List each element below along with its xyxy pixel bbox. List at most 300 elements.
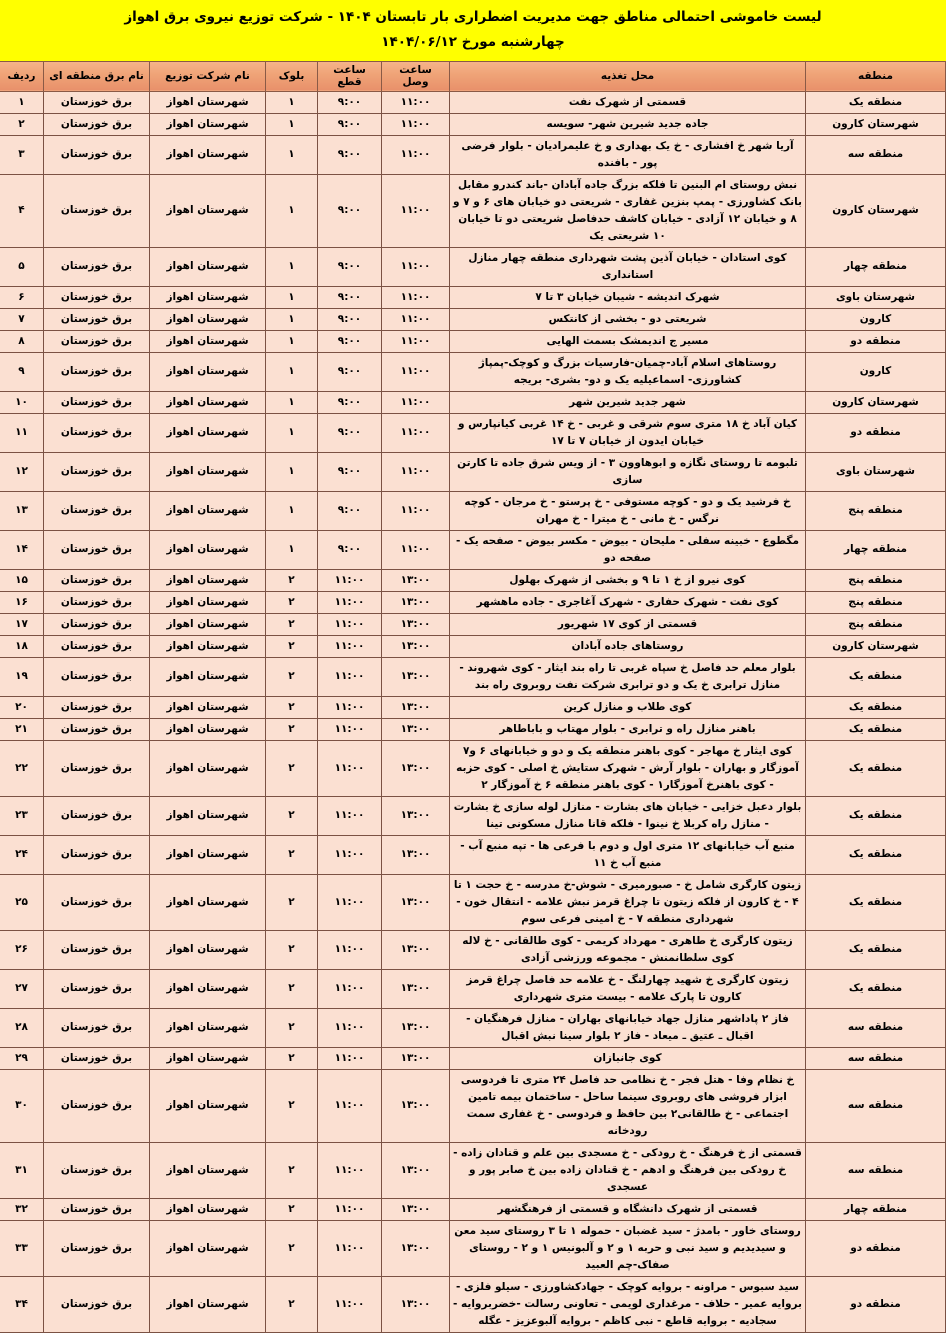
- cell-regional-company: برق خوزستان: [44, 613, 150, 635]
- cell-regional-company: برق خوزستان: [44, 1008, 150, 1047]
- cell-on-time: ۱۳:۰۰: [382, 569, 450, 591]
- cell-on-time: ۱۱:۰۰: [382, 247, 450, 286]
- cell-off-time: ۱۱:۰۰: [318, 613, 382, 635]
- cell-on-time: ۱۳:۰۰: [382, 635, 450, 657]
- table-row: [0, 530, 946, 569]
- table-row: [0, 1276, 946, 1332]
- cell-distribution-company: شهرستان اهواز: [150, 635, 266, 657]
- cell-distribution-company: شهرستان اهواز: [150, 135, 266, 174]
- cell-row-number: ۲۵: [0, 874, 44, 930]
- cell-block: ۱: [266, 330, 318, 352]
- cell-regional-company: برق خوزستان: [44, 1047, 150, 1069]
- cell-regional-company: برق خوزستان: [44, 413, 150, 452]
- cell-off-time: ۱۱:۰۰: [318, 569, 382, 591]
- table-row: [0, 613, 946, 635]
- cell-on-time: ۱۳:۰۰: [382, 1047, 450, 1069]
- cell-off-time: ۱۱:۰۰: [318, 1069, 382, 1142]
- cell-on-time: ۱۳:۰۰: [382, 874, 450, 930]
- cell-feed-location: کوی نفت - شهرک حفاری - شهرک آغاجری - جاده ماهشهر: [450, 591, 806, 613]
- cell-row-number: ۱۲: [0, 452, 44, 491]
- cell-regional-company: برق خوزستان: [44, 796, 150, 835]
- cell-distribution-company: شهرستان اهواز: [150, 113, 266, 135]
- cell-block: ۲: [266, 696, 318, 718]
- cell-off-time: ۹:۰۰: [318, 352, 382, 391]
- cell-on-time: ۱۱:۰۰: [382, 491, 450, 530]
- cell-regional-company: برق خوزستان: [44, 1198, 150, 1220]
- table-row: [0, 635, 946, 657]
- cell-row-number: ۱۹: [0, 657, 44, 696]
- table-row: [0, 835, 946, 874]
- cell-regional-company: برق خوزستان: [44, 835, 150, 874]
- cell-off-time: ۱۱:۰۰: [318, 657, 382, 696]
- cell-block: ۱: [266, 308, 318, 330]
- cell-block: ۲: [266, 613, 318, 635]
- table-row: [0, 491, 946, 530]
- cell-distribution-company: شهرستان اهواز: [150, 591, 266, 613]
- cell-on-time: ۱۱:۰۰: [382, 452, 450, 491]
- cell-block: ۲: [266, 1047, 318, 1069]
- cell-row-number: ۳۱: [0, 1142, 44, 1198]
- cell-block: ۱: [266, 91, 318, 113]
- cell-block: ۱: [266, 530, 318, 569]
- cell-off-time: ۹:۰۰: [318, 452, 382, 491]
- cell-regional-company: برق خوزستان: [44, 657, 150, 696]
- cell-regional-company: برق خوزستان: [44, 930, 150, 969]
- cell-row-number: ۱۴: [0, 530, 44, 569]
- cell-distribution-company: شهرستان اهواز: [150, 613, 266, 635]
- cell-on-time: ۱۳:۰۰: [382, 930, 450, 969]
- table-row: [0, 247, 946, 286]
- cell-feed-location: شهرک اندیشه - شیبان خیابان ۳ تا ۷: [450, 286, 806, 308]
- cell-off-time: ۹:۰۰: [318, 391, 382, 413]
- cell-row-number: ۳۳: [0, 1220, 44, 1276]
- cell-regional-company: برق خوزستان: [44, 1142, 150, 1198]
- cell-on-time: ۱۱:۰۰: [382, 286, 450, 308]
- cell-off-time: ۹:۰۰: [318, 330, 382, 352]
- cell-distribution-company: شهرستان اهواز: [150, 491, 266, 530]
- cell-distribution-company: شهرستان اهواز: [150, 740, 266, 796]
- table-row: [0, 174, 946, 247]
- cell-feed-location: نبش روستای ام البنین تا فلکه بزرگ جاده آبادان -باند کندرو مقابل بانک کشاورزی - پمپ بنزین غفاری - شریعتی دو خیابان های ۶ و ۷ و ۸ و خیابان ۱۲ آزادی - خیابان کاشف حدفاصل شریعتی دو تا خیابان ۱۰ شریعتی یک: [450, 174, 806, 247]
- cell-on-time: ۱۳:۰۰: [382, 696, 450, 718]
- cell-row-number: ۲۲: [0, 740, 44, 796]
- cell-feed-location: قسمتی از خ فرهنگ - خ رودکی - خ مسجدی بین علم و قنادان زاده - خ رودکی بین فرهنگ و ادهم - خ قنادان زاده بین خ صابر پور و عسجدی: [450, 1142, 806, 1198]
- cell-off-time: ۹:۰۰: [318, 308, 382, 330]
- cell-feed-location: منبع آب خیابانهای ۱۲ متری اول و دوم با فرعی ها - تپه منبع آب - منبع آب خ ۱۱: [450, 835, 806, 874]
- cell-zone: منطقه سه: [806, 1142, 946, 1198]
- cell-on-time: ۱۱:۰۰: [382, 113, 450, 135]
- cell-row-number: ۴: [0, 174, 44, 247]
- table-row: [0, 1198, 946, 1220]
- cell-row-number: ۳: [0, 135, 44, 174]
- cell-off-time: ۱۱:۰۰: [318, 1008, 382, 1047]
- cell-regional-company: برق خوزستان: [44, 352, 150, 391]
- cell-feed-location: کوی ایثار خ مهاجر - کوی باهنر منطقه یک و دو و خیابانهای ۶ و۷ آموزگار و بهاران - بلوار آرش - شهرک ستایش خ اصلی - کوی حزبه - کوی باهنرخ آموزگار۱ - کوی باهنر منطقه ۶ خ آموزگار ۲: [450, 740, 806, 796]
- cell-on-time: ۱۱:۰۰: [382, 308, 450, 330]
- cell-feed-location: روستاهای اسلام آباد-چمیان-فارسیات بزرگ و کوچک-پمپاژ کشاورزی- اسماعیلیه یک و دو- بشری- بریجه: [450, 352, 806, 391]
- cell-block: ۲: [266, 1276, 318, 1332]
- cell-zone: منطقه یک: [806, 796, 946, 835]
- cell-distribution-company: شهرستان اهواز: [150, 330, 266, 352]
- cell-distribution-company: شهرستان اهواز: [150, 247, 266, 286]
- cell-off-time: ۱۱:۰۰: [318, 930, 382, 969]
- table-row: [0, 113, 946, 135]
- cell-distribution-company: شهرستان اهواز: [150, 413, 266, 452]
- cell-feed-location: زیتون کارگری خ شهید چهارلنگ - خ علامه حد فاصل چراغ قرمز کارون تا پارک علامه - بیست متری شهرداری: [450, 969, 806, 1008]
- table-row: [0, 874, 946, 930]
- cell-row-number: ۱۳: [0, 491, 44, 530]
- cell-feed-location: بلوار معلم حد فاصل خ سپاه غربی تا راه بند ایثار - کوی شهروند - منازل ترابری خ یک و دو ترابری شرکت نفت روبروی راه بند: [450, 657, 806, 696]
- cell-on-time: ۱۳:۰۰: [382, 1142, 450, 1198]
- cell-block: ۲: [266, 835, 318, 874]
- table-row: [0, 135, 946, 174]
- cell-zone: منطقه دو: [806, 1276, 946, 1332]
- cell-feed-location: قسمتی از کوی ۱۷ شهریور: [450, 613, 806, 635]
- cell-block: ۲: [266, 1069, 318, 1142]
- cell-distribution-company: شهرستان اهواز: [150, 452, 266, 491]
- cell-off-time: ۱۱:۰۰: [318, 969, 382, 1008]
- cell-row-number: ۲۷: [0, 969, 44, 1008]
- cell-row-number: ۱۰: [0, 391, 44, 413]
- column-header-block: بلوک: [266, 61, 318, 91]
- cell-feed-location: زیتون کارگری شامل خ - صبورمیری - شوش-خ مدرسه - خ حجت ۱ تا ۴ - خ کارون از فلکه زیتون تا چراغ قرمز نبش علامه - انتقال خون - شهرداری منطقه ۷ - خ امینی فرعی سوم: [450, 874, 806, 930]
- table-row: [0, 452, 946, 491]
- cell-row-number: ۸: [0, 330, 44, 352]
- cell-zone: منطقه یک: [806, 718, 946, 740]
- cell-block: ۱: [266, 352, 318, 391]
- cell-off-time: ۱۱:۰۰: [318, 718, 382, 740]
- cell-zone: منطقه سه: [806, 135, 946, 174]
- table-row: [0, 696, 946, 718]
- cell-on-time: ۱۱:۰۰: [382, 330, 450, 352]
- cell-on-time: ۱۳:۰۰: [382, 613, 450, 635]
- cell-regional-company: برق خوزستان: [44, 635, 150, 657]
- cell-distribution-company: شهرستان اهواز: [150, 696, 266, 718]
- cell-on-time: ۱۳:۰۰: [382, 969, 450, 1008]
- cell-zone: شهرستان باوی: [806, 452, 946, 491]
- cell-zone: منطقه پنج: [806, 613, 946, 635]
- cell-regional-company: برق خوزستان: [44, 591, 150, 613]
- cell-zone: منطقه دو: [806, 413, 946, 452]
- table-row: [0, 569, 946, 591]
- table-row: [0, 413, 946, 452]
- cell-distribution-company: شهرستان اهواز: [150, 1220, 266, 1276]
- cell-distribution-company: شهرستان اهواز: [150, 1047, 266, 1069]
- cell-off-time: ۱۱:۰۰: [318, 1220, 382, 1276]
- cell-regional-company: برق خوزستان: [44, 718, 150, 740]
- cell-distribution-company: شهرستان اهواز: [150, 718, 266, 740]
- cell-regional-company: برق خوزستان: [44, 1220, 150, 1276]
- cell-block: ۲: [266, 657, 318, 696]
- cell-row-number: ۲۱: [0, 718, 44, 740]
- cell-block: ۱: [266, 391, 318, 413]
- cell-row-number: ۱۱: [0, 413, 44, 452]
- cell-off-time: ۱۱:۰۰: [318, 796, 382, 835]
- cell-block: ۲: [266, 718, 318, 740]
- table-row: [0, 330, 946, 352]
- cell-on-time: ۱۳:۰۰: [382, 835, 450, 874]
- cell-feed-location: مسیر ج اندیمشک بسمت الهایی: [450, 330, 806, 352]
- cell-off-time: ۱۱:۰۰: [318, 696, 382, 718]
- cell-on-time: ۱۱:۰۰: [382, 174, 450, 247]
- cell-zone: منطقه چهار: [806, 530, 946, 569]
- cell-on-time: ۱۳:۰۰: [382, 591, 450, 613]
- cell-regional-company: برق خوزستان: [44, 874, 150, 930]
- cell-regional-company: برق خوزستان: [44, 740, 150, 796]
- cell-regional-company: برق خوزستان: [44, 1276, 150, 1332]
- cell-row-number: ۲۶: [0, 930, 44, 969]
- table-row: [0, 1069, 946, 1142]
- cell-off-time: ۹:۰۰: [318, 413, 382, 452]
- cell-feed-location: مگطوع - خبینه سفلی - ملیحان - بیوض - مکسر بیوض - صفحه یک - صفحه دو: [450, 530, 806, 569]
- cell-zone: منطقه یک: [806, 91, 946, 113]
- cell-off-time: ۱۱:۰۰: [318, 1142, 382, 1198]
- cell-zone: منطقه یک: [806, 969, 946, 1008]
- cell-block: ۱: [266, 113, 318, 135]
- cell-row-number: ۱: [0, 91, 44, 113]
- cell-block: ۱: [266, 452, 318, 491]
- cell-regional-company: برق خوزستان: [44, 135, 150, 174]
- table-row: [0, 591, 946, 613]
- cell-zone: منطقه پنج: [806, 491, 946, 530]
- cell-zone: منطقه سه: [806, 1008, 946, 1047]
- cell-row-number: ۲۹: [0, 1047, 44, 1069]
- cell-regional-company: برق خوزستان: [44, 491, 150, 530]
- cell-block: ۲: [266, 796, 318, 835]
- cell-off-time: ۱۱:۰۰: [318, 835, 382, 874]
- cell-on-time: ۱۱:۰۰: [382, 530, 450, 569]
- cell-regional-company: برق خوزستان: [44, 1069, 150, 1142]
- table-row: [0, 352, 946, 391]
- cell-regional-company: برق خوزستان: [44, 286, 150, 308]
- cell-row-number: ۱۷: [0, 613, 44, 635]
- cell-zone: کارون: [806, 308, 946, 330]
- cell-regional-company: برق خوزستان: [44, 452, 150, 491]
- cell-feed-location: کیان آباد خ ۱۸ متری سوم شرقی و غربی - خ ۱۴ غربی کیانپارس و خیابان ایدون از خیابان ۷ تا ۱۷: [450, 413, 806, 452]
- table-row: [0, 796, 946, 835]
- cell-on-time: ۱۱:۰۰: [382, 91, 450, 113]
- cell-zone: منطقه یک: [806, 696, 946, 718]
- cell-block: ۱: [266, 174, 318, 247]
- cell-off-time: ۱۱:۰۰: [318, 1198, 382, 1220]
- column-header-row-number: ردیف: [0, 61, 44, 91]
- cell-on-time: ۱۳:۰۰: [382, 1276, 450, 1332]
- cell-on-time: ۱۳:۰۰: [382, 740, 450, 796]
- cell-distribution-company: شهرستان اهواز: [150, 308, 266, 330]
- cell-block: ۲: [266, 1142, 318, 1198]
- cell-row-number: ۵: [0, 247, 44, 286]
- cell-regional-company: برق خوزستان: [44, 569, 150, 591]
- cell-block: ۲: [266, 969, 318, 1008]
- cell-row-number: ۳۴: [0, 1276, 44, 1332]
- cell-off-time: ۹:۰۰: [318, 247, 382, 286]
- cell-zone: منطقه دو: [806, 1220, 946, 1276]
- cell-regional-company: برق خوزستان: [44, 174, 150, 247]
- cell-off-time: ۱۱:۰۰: [318, 1276, 382, 1332]
- cell-zone: منطقه یک: [806, 835, 946, 874]
- cell-zone: منطقه چهار: [806, 247, 946, 286]
- cell-on-time: ۱۱:۰۰: [382, 352, 450, 391]
- cell-feed-location: کوی طلاب و منازل کرین: [450, 696, 806, 718]
- cell-distribution-company: شهرستان اهواز: [150, 352, 266, 391]
- cell-block: ۱: [266, 413, 318, 452]
- cell-off-time: ۹:۰۰: [318, 174, 382, 247]
- title-banner: [0, 0, 946, 61]
- cell-zone: منطقه سه: [806, 1047, 946, 1069]
- table-row: [0, 930, 946, 969]
- cell-on-time: ۱۳:۰۰: [382, 1220, 450, 1276]
- cell-row-number: ۱۸: [0, 635, 44, 657]
- cell-distribution-company: شهرستان اهواز: [150, 91, 266, 113]
- cell-row-number: ۲۰: [0, 696, 44, 718]
- cell-block: ۲: [266, 930, 318, 969]
- cell-block: ۲: [266, 1198, 318, 1220]
- cell-feed-location: آریا شهر خ افشاری - خ یک بهداری و خ علیمرادیان - بلوار فرضی پور - بافنده: [450, 135, 806, 174]
- column-header-on-time: ساعت وصل: [382, 61, 450, 91]
- cell-zone: شهرستان باوی: [806, 286, 946, 308]
- cell-regional-company: برق خوزستان: [44, 391, 150, 413]
- cell-distribution-company: شهرستان اهواز: [150, 1198, 266, 1220]
- column-header-zone: منطقه: [806, 61, 946, 91]
- cell-zone: منطقه سه: [806, 1069, 946, 1142]
- cell-distribution-company: شهرستان اهواز: [150, 969, 266, 1008]
- cell-feed-location: شهر جدید شیرین شهر: [450, 391, 806, 413]
- cell-block: ۱: [266, 491, 318, 530]
- cell-distribution-company: شهرستان اهواز: [150, 874, 266, 930]
- cell-on-time: ۱۳:۰۰: [382, 1008, 450, 1047]
- cell-regional-company: برق خوزستان: [44, 530, 150, 569]
- cell-distribution-company: شهرستان اهواز: [150, 569, 266, 591]
- cell-feed-location: کوی نیرو از خ ۱ تا ۹ و بخشی از شهرک بهلول: [450, 569, 806, 591]
- cell-regional-company: برق خوزستان: [44, 113, 150, 135]
- cell-distribution-company: شهرستان اهواز: [150, 391, 266, 413]
- cell-off-time: ۱۱:۰۰: [318, 635, 382, 657]
- cell-row-number: ۲: [0, 113, 44, 135]
- table-row: [0, 657, 946, 696]
- cell-zone: منطقه دو: [806, 330, 946, 352]
- cell-zone: شهرستان کارون: [806, 635, 946, 657]
- column-header-regional-company: نام برق منطقه ای: [44, 61, 150, 91]
- cell-regional-company: برق خوزستان: [44, 969, 150, 1008]
- cell-zone: منطقه یک: [806, 740, 946, 796]
- cell-feed-location: قسمتی از شهرک نفت: [450, 91, 806, 113]
- cell-off-time: ۹:۰۰: [318, 135, 382, 174]
- cell-zone: شهرستان کارون: [806, 174, 946, 247]
- table-row: [0, 286, 946, 308]
- cell-regional-company: برق خوزستان: [44, 247, 150, 286]
- cell-on-time: ۱۱:۰۰: [382, 413, 450, 452]
- cell-feed-location: باهنر منازل راه و ترابری - بلوار مهتاب و باباطاهر: [450, 718, 806, 740]
- cell-block: ۱: [266, 286, 318, 308]
- cell-row-number: ۲۳: [0, 796, 44, 835]
- cell-zone: منطقه یک: [806, 930, 946, 969]
- cell-on-time: ۱۳:۰۰: [382, 657, 450, 696]
- cell-row-number: ۳۲: [0, 1198, 44, 1220]
- cell-on-time: ۱۳:۰۰: [382, 796, 450, 835]
- cell-off-time: ۱۱:۰۰: [318, 1047, 382, 1069]
- cell-row-number: ۲۴: [0, 835, 44, 874]
- cell-off-time: ۹:۰۰: [318, 491, 382, 530]
- page-title: لیست خاموشی احتمالی مناطق جهت مدیریت اضطراری بار تابستان ۱۴۰۴ - شرکت توزیع نیروی برق اهواز: [124, 9, 822, 25]
- table-row: [0, 91, 946, 113]
- cell-feed-location: روستای خاور - بامدژ - سید غضبان - حموله ۱ تا ۳ روستای سید معن و سیدیدیم و سید نبی و حربه ۱ و ۲ و آلبونیس ۱ و ۲ - روستای صفاک-چم العبید: [450, 1220, 806, 1276]
- cell-feed-location: فاز ۲ پاداشهر منازل جهاد خیابانهای بهاران - منازل فرهنگیان - اقبال ـ عتیق ـ میعاد - فاز ۲ بلوار سینا نبش اقبال: [450, 1008, 806, 1047]
- table-row: [0, 1142, 946, 1198]
- cell-zone: منطقه یک: [806, 657, 946, 696]
- outage-table: [0, 61, 946, 1333]
- cell-zone: منطقه پنج: [806, 569, 946, 591]
- cell-off-time: ۹:۰۰: [318, 91, 382, 113]
- table-row: [0, 1008, 946, 1047]
- cell-regional-company: برق خوزستان: [44, 308, 150, 330]
- column-header-off-time: ساعت قطع: [318, 61, 382, 91]
- cell-distribution-company: شهرستان اهواز: [150, 1276, 266, 1332]
- table-body: [0, 91, 946, 1332]
- cell-distribution-company: شهرستان اهواز: [150, 1008, 266, 1047]
- cell-on-time: ۱۳:۰۰: [382, 1198, 450, 1220]
- cell-zone: منطقه پنج: [806, 591, 946, 613]
- cell-feed-location: خ نظام وفا - هتل فجر - خ نظامی حد فاصل ۲۴ متری تا فردوسی ابزار فروشی های روبروی سینما ساحل - ساختمان بیمه تامین اجتماعی - خ طالقانی۲ بین حافظ و فردوسی - خ غفاری سمت رودخانه: [450, 1069, 806, 1142]
- cell-block: ۲: [266, 591, 318, 613]
- cell-block: ۲: [266, 740, 318, 796]
- cell-zone: کارون: [806, 352, 946, 391]
- cell-block: ۱: [266, 247, 318, 286]
- cell-row-number: ۳۰: [0, 1069, 44, 1142]
- cell-block: ۲: [266, 635, 318, 657]
- cell-distribution-company: شهرستان اهواز: [150, 286, 266, 308]
- cell-off-time: ۱۱:۰۰: [318, 874, 382, 930]
- cell-regional-company: برق خوزستان: [44, 696, 150, 718]
- cell-feed-location: سید سبوس - مراونه - بروایه کوچک - جهادکشاورزی - سیلو فلزی - بروایه عمیر - حلاف - مرغداری لویمی - تعاونی رسالت -خضربروایه - سجادیه - بروایه قاطع - نبی کاظم - بروایه آلبوعزیز - عگله: [450, 1276, 806, 1332]
- cell-regional-company: برق خوزستان: [44, 330, 150, 352]
- cell-row-number: ۶: [0, 286, 44, 308]
- cell-off-time: ۹:۰۰: [318, 530, 382, 569]
- cell-distribution-company: شهرستان اهواز: [150, 1142, 266, 1198]
- cell-on-time: ۱۱:۰۰: [382, 135, 450, 174]
- cell-block: ۱: [266, 135, 318, 174]
- cell-block: ۲: [266, 569, 318, 591]
- cell-distribution-company: شهرستان اهواز: [150, 796, 266, 835]
- table-row: [0, 308, 946, 330]
- cell-feed-location: کوی استادان - خیابان آذین پشت شهرداری منطقه چهار منازل استانداری: [450, 247, 806, 286]
- cell-feed-location: روستاهای جاده آبادان: [450, 635, 806, 657]
- cell-row-number: ۷: [0, 308, 44, 330]
- cell-feed-location: کوی جانبازان: [450, 1047, 806, 1069]
- table-row: [0, 1047, 946, 1069]
- cell-off-time: ۱۱:۰۰: [318, 591, 382, 613]
- cell-feed-location: قسمتی از شهرک دانشگاه و قسمتی از فرهنگشهر: [450, 1198, 806, 1220]
- cell-row-number: ۱۶: [0, 591, 44, 613]
- table-row: [0, 740, 946, 796]
- cell-off-time: ۹:۰۰: [318, 113, 382, 135]
- table-row: [0, 718, 946, 740]
- cell-feed-location: جاده جدید شیرین شهر- سویسه: [450, 113, 806, 135]
- page-subtitle-date: چهارشنبه مورخ ۱۴۰۴/۰۶/۱۲: [381, 33, 565, 50]
- cell-row-number: ۱۵: [0, 569, 44, 591]
- table-header: [0, 61, 946, 91]
- cell-distribution-company: شهرستان اهواز: [150, 174, 266, 247]
- cell-distribution-company: شهرستان اهواز: [150, 835, 266, 874]
- table-row: [0, 391, 946, 413]
- cell-feed-location: شریعتی دو - بخشی از کانتکس: [450, 308, 806, 330]
- table-row: [0, 1220, 946, 1276]
- cell-on-time: ۱۳:۰۰: [382, 1069, 450, 1142]
- table-header-row: [0, 61, 946, 91]
- cell-regional-company: برق خوزستان: [44, 91, 150, 113]
- cell-zone: منطقه چهار: [806, 1198, 946, 1220]
- cell-distribution-company: شهرستان اهواز: [150, 930, 266, 969]
- cell-block: ۲: [266, 874, 318, 930]
